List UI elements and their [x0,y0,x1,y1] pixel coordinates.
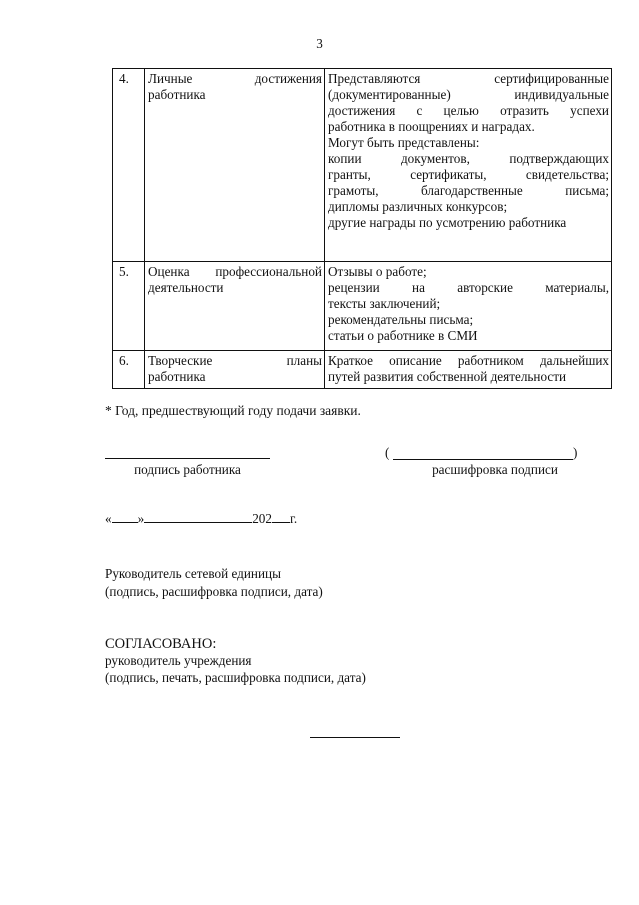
approval-role: руководитель учреждения [105,653,252,668]
head-note: (подпись, расшифровка подписи, дата) [105,584,323,599]
description-line: рецензии на авторские материалы, [328,280,609,295]
approval-title: СОГЛАСОВАНО: [105,636,217,652]
year-prefix: 202 [252,511,272,526]
description-line: дипломы различных конкурсов; [328,199,508,214]
description-line: статьи о работнике в СМИ [328,328,478,343]
row-number: 6. [113,351,145,389]
description-line: (документированные) индивидуальные [328,87,609,102]
criterion-cell [145,69,325,262]
description-line: гранты, сертификаты, свидетельства; [328,167,609,182]
criterion-line: Личные достижения [148,71,322,86]
criterion-line: работника [148,369,206,384]
month-blank [144,510,252,523]
transcript-caption: расшифровка подписи [432,462,558,477]
description-line: Краткое описание работником дальнейших [328,353,609,368]
day-blank [112,510,138,523]
footnote: * Год, предшествующий году подачи заявки. [105,403,361,418]
criterion-line: деятельности [148,280,224,295]
description-line: путей развития собственной деятельности [328,369,567,384]
description-line: достижения с целью отразить успехи [328,103,609,118]
date-line [105,510,297,527]
description-cell [325,262,612,351]
transcript-line [393,459,573,460]
description-line: тексты заключений; [328,296,441,311]
year-blank [272,510,290,523]
description-line: работника в поощрениях и наградах. [328,119,535,134]
open-paren: ( [385,445,390,460]
row-number: 4. [113,69,145,262]
criterion-cell [145,351,325,389]
table-row [113,262,612,351]
criterion-cell [145,262,325,351]
year-suffix: г. [289,511,298,526]
description-line: копии документов, подтверждающих [328,151,609,166]
description-line: грамоты, благодарственные письма; [328,183,609,198]
signature-caption: подпись работника [134,462,241,477]
description-line: рекомендательны письма; [328,312,474,327]
criterion-line: Оценка профессиональной [148,264,322,279]
description-line: Представляются сертифицированные [328,71,609,86]
page-number: 3 [316,36,323,51]
open-quote: « [105,511,112,526]
end-rule [310,737,400,738]
approval-block [105,636,366,686]
table-row [113,69,612,262]
head-title: Руководитель сетевой единицы [105,566,281,581]
description-cell [325,351,612,389]
close-paren: ) [573,445,578,460]
head-block [105,566,323,600]
criterion-line: работника [148,87,206,102]
description-line: Отзывы о работе; [328,264,427,279]
signature-line [105,458,270,459]
approval-note: (подпись, печать, расшифровка подписи, дата) [105,670,366,685]
description-cell [325,69,612,262]
criterion-line: Творческие планы [148,353,322,368]
description-line: другие награды по усмотрению работника [328,215,567,230]
criteria-table [112,68,612,389]
table-row [113,351,612,389]
description-line: Могут быть представлены: [328,135,480,150]
row-number: 5. [113,262,145,351]
close-quote: » [137,511,145,526]
